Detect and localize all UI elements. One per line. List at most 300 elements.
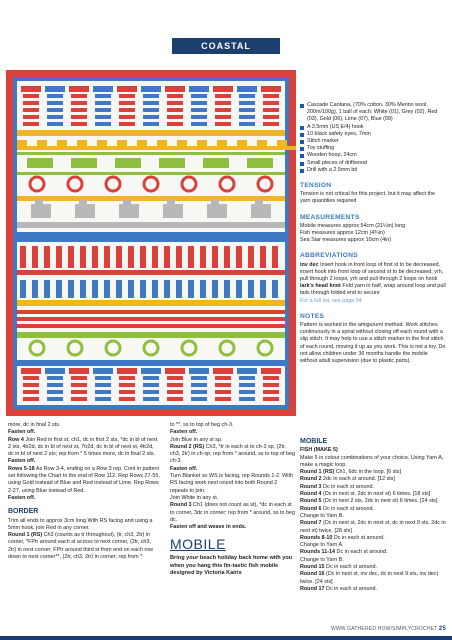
fence-post (20, 280, 26, 298)
pattern-line: to **, ss to top of beg ch-3. (170, 422, 234, 428)
beach-hut-roof (69, 368, 89, 374)
seagull-motif (75, 204, 95, 218)
fish-heading: FISH (MAKE 5) (300, 447, 338, 454)
beach-hut-roof (117, 368, 137, 374)
fence-post (104, 280, 110, 298)
fish-round (300, 484, 446, 491)
blanket-stripe (17, 310, 285, 314)
fence-post (200, 246, 206, 268)
beach-hut-stripe (47, 122, 63, 126)
beach-hut-stripe (23, 383, 39, 387)
beach-hut-stripe (71, 383, 87, 387)
beach-hut-stripe (191, 122, 207, 126)
zigzag-block (287, 146, 296, 150)
fish-round (300, 491, 446, 498)
beach-hut-stripe (239, 122, 255, 126)
term: Rounds 8-10 (300, 534, 333, 541)
zigzag-block (197, 140, 207, 150)
seagull-motif (35, 200, 43, 206)
beach-hut-stripe (119, 376, 135, 380)
definition: Insert hook in front loop of first st to be decreased, insert hook into front loop of second st to be decreased, yrh, pull through 2 loops, yrh and pull through 2 loops on hook (300, 261, 444, 283)
fish-motif (203, 158, 229, 168)
fence-post (164, 280, 170, 298)
material-item: Wooden hoop, 24cm (300, 152, 446, 159)
fish-round (300, 469, 446, 476)
beach-hut-stripe (167, 376, 183, 380)
beach-hut-stripe (71, 115, 87, 119)
beach-hut-stripe (71, 122, 87, 126)
pattern-line: more, dc in final 2 sts. (8, 422, 61, 428)
blanket-stripe (17, 270, 285, 275)
beach-hut-stripe (47, 376, 63, 380)
beach-hut-stripe (143, 397, 159, 401)
beach-hut-stripe (167, 383, 183, 387)
beach-hut-stripe (191, 94, 207, 98)
beach-hut-stripe (95, 390, 111, 394)
fence-post (80, 280, 86, 298)
round-2 (170, 444, 296, 466)
beach-hut-stripe (239, 101, 255, 105)
beach-hut-roof (45, 86, 65, 92)
fence-post (56, 246, 62, 268)
beach-hut-roof (21, 86, 41, 92)
zigzag-block (187, 146, 197, 150)
beach-hut-stripe (71, 101, 87, 105)
beach-hut-stripe (23, 94, 39, 98)
beach-hut-stripe (119, 108, 135, 112)
beach-hut-roof (45, 368, 65, 374)
term: Round 3 (300, 483, 322, 490)
zigzag-block (157, 140, 167, 150)
instruction: (Dc in next 2 sts, 2dc in next st) 6 times. [24 sts] (321, 498, 438, 505)
fish-round (300, 513, 446, 520)
beach-hut-stripe (47, 108, 63, 112)
fence-post (92, 280, 98, 298)
beach-hut-stripe (263, 383, 279, 387)
row-4 (8, 437, 160, 459)
fish-motif (159, 158, 185, 168)
zigzag-block (87, 146, 97, 150)
beach-hut-stripe (191, 390, 207, 394)
blanket-stripe (17, 300, 285, 306)
beach-hut-stripe (47, 101, 63, 105)
beach-hut-roof (237, 86, 257, 92)
material-item: Stitch marker (300, 138, 446, 145)
rows-5-18 (8, 466, 160, 495)
beach-hut-stripe (239, 376, 255, 380)
beach-hut-stripe (95, 397, 111, 401)
fence-post (272, 246, 278, 268)
term: Round 2 (RS) (170, 443, 205, 450)
term: Round 1 (RS) (300, 469, 335, 476)
beach-hut-stripe (119, 101, 135, 105)
fence-post (260, 280, 266, 298)
beach-hut-roof (165, 368, 185, 374)
fasten-off: Fasten off. (8, 429, 36, 436)
footer-url: WWW.GATHERED.HOW/SIMPLYCROCHET (331, 626, 438, 632)
beach-hut-stripe (71, 94, 87, 98)
beach-hut-roof (21, 368, 41, 374)
material-item: Drill with a 2.5mm bit (300, 167, 446, 174)
beach-hut-stripe (143, 108, 159, 112)
beach-hut-stripe (119, 115, 135, 119)
beach-hut-stripe (143, 383, 159, 387)
fish-round (300, 498, 446, 505)
beach-hut-stripe (95, 101, 111, 105)
beach-hut-roof (237, 368, 257, 374)
beach-hut-stripe (23, 101, 39, 105)
fence-post (20, 246, 26, 268)
zigzag-block (227, 146, 237, 150)
seagull-motif (31, 204, 51, 218)
fish-round (300, 549, 446, 556)
term: Round 3 (170, 502, 192, 509)
instruction: Dc in each st around. (321, 483, 375, 490)
abbreviations-heading: ABBREVIATIONS (300, 252, 358, 260)
blanket-stripe (17, 196, 285, 201)
zigzag-block (127, 146, 137, 150)
term: Round 6 (300, 505, 322, 512)
beach-hut-stripe (263, 115, 279, 119)
beach-hut-stripe (119, 397, 135, 401)
beach-hut-stripe (191, 101, 207, 105)
blanket-stripe (17, 232, 285, 242)
beach-hut-stripe (23, 376, 39, 380)
material-item: Small pieces of driftwood (300, 160, 446, 167)
abbreviation-larks-head (300, 283, 446, 297)
seagull-motif (119, 204, 139, 218)
zigzag-block (47, 146, 57, 150)
beach-hut-stripe (167, 101, 183, 105)
beach-hut-stripe (95, 108, 111, 112)
fence-post (212, 246, 218, 268)
fish-round (300, 564, 446, 571)
term: Round 1 (RS) (8, 532, 43, 539)
fence-post (32, 246, 38, 268)
bottom-bar (0, 636, 452, 640)
term: Round 16 (300, 571, 325, 578)
fence-post (68, 280, 74, 298)
measurements-heading: MEASUREMENTS (300, 213, 360, 221)
zigzag-block (147, 146, 157, 150)
blanket-stripe (17, 222, 285, 228)
fish-round (300, 571, 446, 586)
fasten-off: Fasten off. (170, 429, 198, 436)
beach-hut-roof (69, 86, 89, 92)
beach-hut-stripe (263, 390, 279, 394)
beach-hut-roof (261, 86, 281, 92)
beach-hut-stripe (263, 108, 279, 112)
fence-post (128, 280, 134, 298)
zigzag-block (247, 146, 257, 150)
fence-post (44, 280, 50, 298)
zigzag-block (107, 146, 117, 150)
blanket-stripe (17, 172, 285, 175)
beach-hut-stripe (191, 397, 207, 401)
beach-hut-stripe (143, 94, 159, 98)
page-number: 25 (438, 626, 446, 632)
beach-hut-roof (117, 86, 137, 92)
beach-hut-roof (93, 86, 113, 92)
materials-and-info (300, 102, 446, 365)
round-1 (8, 532, 160, 561)
fence-post (116, 280, 122, 298)
fence-post (272, 280, 278, 298)
beach-hut-stripe (215, 122, 231, 126)
beach-hut-stripe (143, 101, 159, 105)
mobile-title: MOBILE (170, 536, 226, 553)
seagull-motif (79, 200, 87, 206)
beach-hut-stripe (167, 94, 183, 98)
term: Round 2 (300, 476, 322, 483)
fish-intro: Make 5 in colour combinations of your choice. Using Yarn A, make a magic loop. (300, 454, 444, 468)
zigzag-block (237, 140, 247, 150)
notes-text: Pattern is worked in the amigurumi method. Work stitches continuously in a spiral without closing off each round with a slip stitch. It may help to use a stitch marker in the first stitch of each round, moving it up as you work. This is not a toy. Do not allow children under 36 months handle the mobile without adult supervision (due to plastic parts). (300, 322, 446, 365)
beach-hut-stripe (95, 94, 111, 98)
beach-hut-stripe (215, 383, 231, 387)
fence-post (32, 280, 38, 298)
blanket-stripe (17, 324, 285, 328)
beach-hut-stripe (119, 390, 135, 394)
term: Round 7 (300, 520, 322, 527)
seagull-motif (211, 200, 219, 206)
seagull-motif (255, 200, 263, 206)
beach-hut-roof (261, 368, 281, 374)
seagull-motif (167, 200, 175, 206)
beach-hut-stripe (143, 122, 159, 126)
fence-post (200, 280, 206, 298)
instruction: 2dc in each st around. [12 sts] (321, 476, 395, 483)
beach-hut-roof (141, 86, 161, 92)
beach-hut-stripe (143, 376, 159, 380)
beach-hut-stripe (167, 122, 183, 126)
term: Round 5 (300, 498, 322, 505)
beach-hut-stripe (143, 390, 159, 394)
beach-hut-stripe (239, 397, 255, 401)
fence-post (140, 246, 146, 268)
fish-round (300, 557, 446, 564)
beach-hut-roof (189, 86, 209, 92)
beach-hut-roof (165, 86, 185, 92)
beach-hut-stripe (71, 397, 87, 401)
fish-round (300, 506, 446, 513)
page-footer (331, 626, 446, 632)
zigzag-block (277, 140, 287, 150)
fence-post (68, 246, 74, 268)
beach-hut-roof (93, 368, 113, 374)
zigzag-block (217, 140, 227, 150)
measurements-line: Sea Star measures approx 10cm (4in) (300, 237, 392, 244)
fish-round (300, 535, 446, 542)
fasten-off: Fasten off and weave in ends. (170, 524, 247, 531)
instruction: Ch3 (counts as tr throughout), (tr, ch3, 2tr) in corner, *FPtr around each st across to next corner, (2tr, ch3, 2tr) in next corner; FPtr around third st from end on each row down to next corner**, (2tr, ch3, 2tr) in corner; rep from * (8, 532, 154, 561)
beach-hut-stripe (215, 94, 231, 98)
materials-list (300, 102, 446, 174)
beach-hut-stripe (23, 115, 39, 119)
beach-hut-stripe (23, 122, 39, 126)
beach-hut-stripe (191, 376, 207, 380)
fish-motif (27, 158, 53, 168)
fish-motif (71, 158, 97, 168)
tension-heading: TENSION (300, 182, 332, 190)
fence-post (212, 280, 218, 298)
zigzag-block (57, 140, 67, 150)
zigzag-block (27, 146, 37, 150)
fence-post (236, 280, 242, 298)
fish-round (300, 476, 446, 483)
beach-hut-stripe (263, 376, 279, 380)
beach-hut-stripe (215, 101, 231, 105)
measurements-line: Mobile measures approx 54cm (21¼in) long (300, 222, 406, 229)
zigzag-block (77, 140, 87, 150)
instruction: (Dc in next st, 2dc in next st) 6 times. [18 sts] (321, 491, 431, 498)
beach-hut-roof (213, 86, 233, 92)
pattern-line: Join Blue in any st sp. (170, 436, 223, 443)
pattern-line: Turn Blanket so WS is facing, rep Rounds 1-2. With RS facing work next round into both Round 2 repeats to join. (170, 473, 293, 494)
term: Row 4 (8, 436, 24, 443)
border-heading: BORDER (8, 508, 39, 516)
instruction: Join Red in first st, ch1, dc in first 2 sts, *dc in bl of next 2 sts, 4tr2d, dc in bl of next st, 7tr2d, dc in bl of next st, 4tr2d, dc in bl of next 2 sts; rep from * 5 times more, dc in final 2 sts. (8, 436, 158, 458)
seagull-motif (163, 204, 183, 218)
beach-hut-roof (189, 368, 209, 374)
fence-post (188, 246, 194, 268)
material-item: Cascade Cantana, (70% cotton, 30% Merino wool, 200m/100g), 1 ball of each: White (01), Grey (02), Red (03), Gold (06), Lime (07), Blue (09) (300, 102, 446, 124)
abbreviation-inv-dec (300, 262, 446, 284)
beach-hut-stripe (215, 397, 231, 401)
instruction: Dc in each st around. (324, 585, 378, 592)
instruction: (Dc in next st, inv dec, dc in next 9 sts, inv dec) twice. [24 sts] (300, 571, 439, 585)
fasten-off: Fasten off. (8, 458, 36, 465)
zigzag-block (37, 140, 47, 150)
beach-hut-stripe (167, 108, 183, 112)
beach-hut-stripe (215, 115, 231, 119)
beach-hut-roof (213, 368, 233, 374)
fasten-off: Fasten off. (170, 465, 198, 472)
fence-post (56, 280, 62, 298)
fish-motif (115, 158, 141, 168)
term: Round 15 (300, 564, 325, 571)
fence-post (248, 280, 254, 298)
beach-hut-roof (141, 368, 161, 374)
beach-hut-stripe (239, 108, 255, 112)
fence-post (164, 246, 170, 268)
beach-hut-stripe (215, 390, 231, 394)
instruction: Dc in each st around. (321, 505, 375, 512)
mobile-heading: MOBILE (300, 438, 328, 445)
zigzag-block (267, 146, 277, 150)
beach-hut-stripe (263, 94, 279, 98)
material-item: Toy stuffing (300, 145, 446, 152)
fence-post (176, 246, 182, 268)
beach-hut-stripe (95, 383, 111, 387)
beach-hut-stripe (47, 94, 63, 98)
beach-hut-stripe (263, 397, 279, 401)
zigzag-block (137, 140, 147, 150)
beach-hut-stripe (47, 397, 63, 401)
beach-hut-stripe (191, 115, 207, 119)
instruction: Change to Yarn A. (300, 542, 344, 549)
measurements-line: Fish measures approx 12cm (4¾in) (300, 230, 385, 237)
zigzag-block (257, 140, 267, 150)
fish-round (300, 520, 446, 535)
fence-post (236, 246, 242, 268)
term: Round 4 (300, 491, 322, 498)
term: Round 17 (300, 585, 325, 592)
fence-post (92, 246, 98, 268)
fish-motif (247, 158, 273, 168)
zigzag-block (177, 140, 187, 150)
beach-hut-stripe (71, 376, 87, 380)
round-3 (170, 502, 296, 524)
instruction: Change to Yarn B. (300, 512, 344, 519)
instruction: As Row 3-4, ending on a Row 3 rep. Cont in pattern set following the Chart to the end of Row 112. Rep Rows 27-55, using Gold instead of Blue and Red instead of Lime. Rep Rows 2-27, using Blue instead of Red. (8, 465, 160, 494)
beach-hut-stripe (167, 390, 183, 394)
beach-hut-stripe (239, 390, 255, 394)
zigzag-block (117, 140, 127, 150)
beach-hut-stripe (47, 115, 63, 119)
beach-hut-stripe (263, 101, 279, 105)
blanket-stripe (17, 152, 285, 155)
text-column-3 (300, 438, 446, 593)
section-banner: COASTAL COLLECTION (172, 38, 280, 54)
beach-hut-stripe (215, 108, 231, 112)
instruction: Ch1, 6dc in the loop. [6 sts] (334, 469, 401, 476)
fish-rounds (300, 469, 446, 593)
seagull-motif (207, 204, 227, 218)
full-list-note: For a full list, see page 94 (300, 297, 362, 304)
material-item: A 3.5mm (US E/4) hook (300, 124, 446, 131)
border-text: Trim all ends to approx 3cm long.With RS facing and using a 5mm hook, join Red in any corner. (8, 517, 153, 531)
fence-post (116, 246, 122, 268)
beach-hut-stripe (95, 115, 111, 119)
beach-hut-stripe (191, 108, 207, 112)
fasten-off: Fasten off. (8, 494, 36, 501)
text-column-2 (170, 422, 296, 577)
pattern-line: Join White in any st. (170, 494, 219, 501)
blanket-stripe (17, 317, 285, 321)
notes-heading: NOTES (300, 312, 325, 320)
zigzag-block (167, 146, 177, 150)
beach-hut-stripe (95, 122, 111, 126)
term: Rows 5-18 (8, 465, 35, 472)
blanket-stripe (17, 130, 285, 136)
beach-hut-stripe (215, 376, 231, 380)
blanket-stripe (17, 332, 285, 338)
seagull-motif (123, 200, 131, 206)
seagull-motif (251, 204, 271, 218)
material-item: 10 black safety eyes, 7mm (300, 131, 446, 138)
term: inv dec (300, 261, 319, 268)
instruction: Dc in each st around. (324, 564, 378, 571)
teaser-text: Bring your beach holiday back home with you when you hang this fin-tastic fish mobile designed by Victoria Kairis (170, 555, 293, 576)
beach-hut-stripe (71, 390, 87, 394)
fish-round (300, 542, 446, 549)
term: Rounds 11-14 (300, 549, 336, 556)
fence-post (140, 280, 146, 298)
beach-hut-stripe (167, 397, 183, 401)
beach-hut-stripe (119, 383, 135, 387)
beach-hut-stripe (47, 390, 63, 394)
beach-hut-stripe (23, 390, 39, 394)
beach-hut-stripe (239, 115, 255, 119)
beach-hut-stripe (119, 94, 135, 98)
beach-hut-stripe (167, 115, 183, 119)
beach-hut-stripe (239, 94, 255, 98)
fence-post (176, 280, 182, 298)
fence-post (128, 246, 134, 268)
crochet-blanket-image (6, 70, 296, 416)
tension-text: Tension is not critical for this project, but it may affect the yarn quantities required (300, 191, 436, 205)
